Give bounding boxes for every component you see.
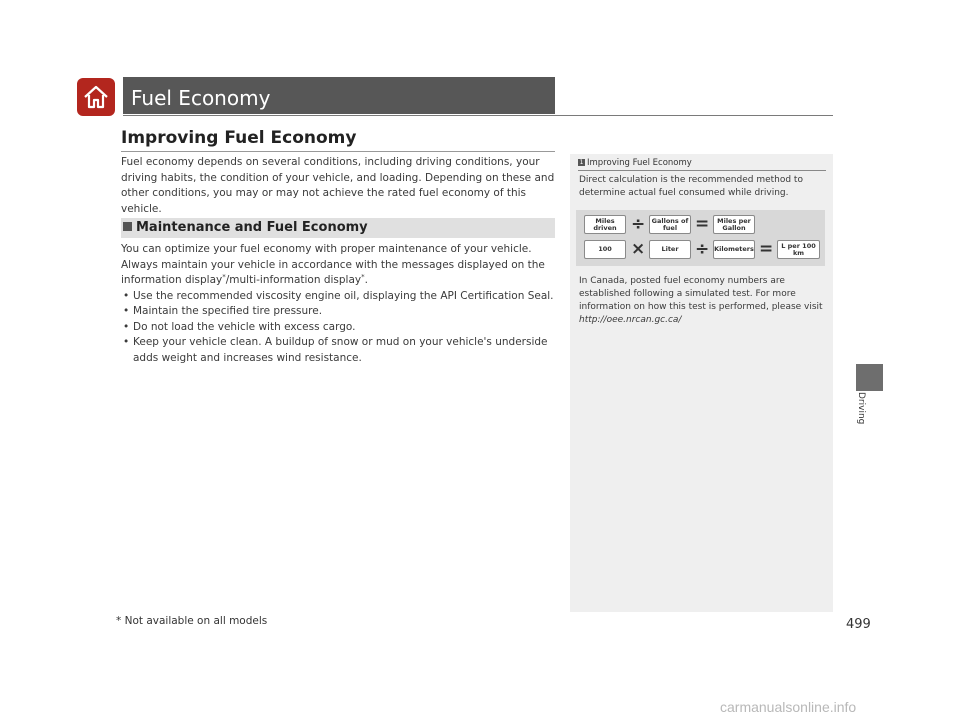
formula-box-kilometers: Kilometers bbox=[713, 240, 755, 259]
equals-icon: = bbox=[759, 239, 774, 259]
side-note-paragraph-2 bbox=[579, 275, 827, 327]
section-divider bbox=[121, 151, 555, 152]
house-icon bbox=[82, 84, 110, 110]
maintenance-para-1: You can optimize your fuel economy with proper maintenance of your vehicle. Always maintain your vehicle in accordance with the messages displayed on the bbox=[121, 243, 545, 271]
square-bullet-icon bbox=[123, 222, 132, 231]
formula-box-100: 100 bbox=[584, 240, 626, 259]
side-note-heading-text: Improving Fuel Economy bbox=[587, 158, 692, 168]
maintenance-paragraph bbox=[121, 242, 561, 289]
equals-icon: = bbox=[695, 214, 710, 234]
list-item bbox=[121, 289, 561, 305]
subsection-title bbox=[123, 219, 368, 237]
footnote: * Not available on all models bbox=[116, 615, 268, 627]
maintenance-para-2b: /multi-information display bbox=[225, 274, 362, 286]
chapter-tab-label bbox=[855, 392, 869, 432]
formula-box-mpg: Miles per Gallon bbox=[713, 215, 755, 234]
side-note-divider bbox=[578, 170, 826, 171]
reference-number-icon: 1 bbox=[579, 159, 584, 166]
side-note-heading bbox=[578, 157, 692, 169]
footnote-star: * bbox=[361, 273, 365, 281]
list-item-text: Keep your vehicle clean. A buildup of snow or mud on your vehicle's underside adds weight and increases wind resistance. bbox=[133, 336, 548, 364]
list-item-text: Use the recommended viscosity engine oil, displaying the API Certification Seal. bbox=[133, 289, 554, 302]
formula-box-gallons: Gallons of fuel bbox=[649, 215, 691, 234]
list-item bbox=[121, 304, 561, 320]
chapter-tab-label-text: Driving bbox=[856, 392, 866, 425]
maintenance-list bbox=[121, 289, 561, 367]
divide-icon: ÷ bbox=[631, 214, 646, 234]
formula-box-l-per-100km: L per 100 km bbox=[777, 240, 820, 259]
divide-icon: ÷ bbox=[695, 239, 710, 259]
list-item-text: Do not load the vehicle with excess cargo. bbox=[133, 320, 356, 333]
formula-box-miles-driven: Miles driven bbox=[584, 215, 626, 234]
watermark: carmanualsonline.info bbox=[720, 699, 857, 715]
bullet-dot-icon: • bbox=[123, 305, 130, 317]
side-note-paragraph-1: Direct calculation is the recommended method to determine actual fuel consumed while driving. bbox=[579, 175, 803, 198]
list-item bbox=[121, 320, 561, 336]
bullet-dot-icon: • bbox=[123, 336, 130, 348]
multiply-icon: × bbox=[631, 239, 646, 259]
maintenance-para-2c: . bbox=[364, 274, 368, 286]
intro-paragraph: Fuel economy depends on several conditions, including driving conditions, your driving habits, the condition of your vehicle, and loading. Depending on these and other conditions, you may or may not achieve the rated fuel economy of this vehicle. bbox=[121, 156, 555, 215]
subsection-title-text: Maintenance and Fuel Economy bbox=[136, 220, 368, 235]
header-divider bbox=[123, 115, 833, 116]
footnote-star: * bbox=[222, 273, 226, 281]
bullet-dot-icon: • bbox=[123, 320, 130, 333]
page-number: 499 bbox=[846, 617, 871, 632]
maintenance-text bbox=[121, 242, 561, 366]
bullet-dot-icon: • bbox=[123, 289, 130, 302]
formula-box-liter: Liter bbox=[649, 240, 691, 259]
chapter-tab[interactable] bbox=[856, 364, 883, 391]
side-note-paragraph-2-text: In Canada, posted fuel economy numbers are established following a simulated test. For more information on how this test is performed, please visit bbox=[579, 276, 823, 312]
list-item bbox=[121, 335, 561, 366]
section-title: Improving Fuel Economy bbox=[121, 128, 357, 148]
chapter-title: Fuel Economy bbox=[131, 86, 271, 110]
list-item-text: Maintain the specified tire pressure. bbox=[133, 305, 323, 317]
oee-link[interactable]: http://oee.nrcan.gc.ca/ bbox=[579, 315, 682, 325]
home-icon[interactable] bbox=[77, 78, 115, 116]
maintenance-para-2a: information display bbox=[121, 274, 223, 286]
